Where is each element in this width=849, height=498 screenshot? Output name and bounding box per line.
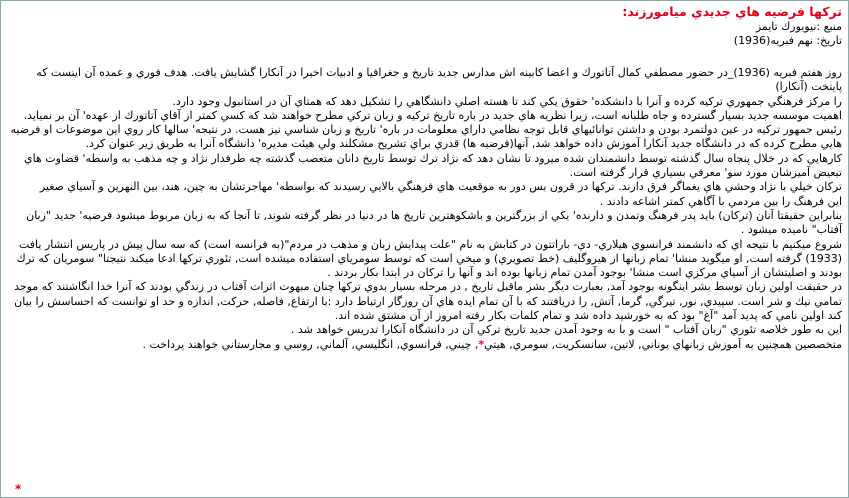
article: [1, 1, 848, 352]
article-date: تاريخ: نهم فبريه(1936): [733, 34, 842, 47]
paragraph-7: اين فرهنگ را بين مردمي با آگاهي كمتر اشاعه دادند .: [599, 194, 842, 208]
paragraph-3: اهميت موسسه جديد بسيار گسترده و جاه طلبانه است، زيرا نظريه هاي جديد در باره تاريخ تركيه و زبان تركي مطرح خواهند شد كه كسي كمتر از آقاي آتاتورك از عهده' آن بر نميايد.: [23, 108, 842, 122]
paragraph-9: شروع ميكنيم با نتيجه اي كه دانشمند فرانسوي هيلاري- دي- باراتتون در كتابش به نام "علت پيدايش زبان و مذهب در مردم"(به فرانسه است) كه سه سال پيش در پاريس انتشار يافت (1933) گرفته است, او ميگويد منشا' تمام زبانها از هيروگليف (خط تصويري) و ميخي است كه توسط سومرياي استفاده ميشده است, تئوري تركها ادعا ميكند نتيجتا" سومريان كه ترك بودند و اصليتشان از آسياي مركزي است منشا' بوجود آمدن تمام زبانها بوده اند و آنها را تركان در ابتدا بكار بردند .: [16, 237, 842, 280]
paragraph-12-head: متخصصين همچنين به آموزش زبانهاي يوناني, لاتين, سانسكريت, سومري, هيتي: [484, 337, 842, 351]
paragraph-11: اين به طور خلاصه تئوري "زبان آفتاب " است و با به وجود آمدن جديد تاريخ تركي آن در دانشگاه آنكارا تدريس خواهد شد .: [290, 323, 842, 337]
article-title: تركها فرضيه هاي جديدي ميامورزند:: [622, 4, 842, 19]
paragraph-5: كارهايي كه در خلال پنجاه سال گذشته توسط دانشمندان شده ميرود تا نشان دهد كه نژاد ترك توسط تاريخ دانان متعصب گذشته چه طرفدار نژاد و چه مذهب به واسطه' قضاوت هاي تبعيض آميزشان مورد سو' معرفي بسياري قرار گرفته است.: [23, 151, 842, 180]
spacer: [7, 48, 842, 66]
paragraph-12: [7, 338, 842, 352]
article-source: منبع :نيويورك تايمز: [755, 20, 842, 33]
paragraph-1: روز هفتم فبريه (1936)_در حضور مصطفي كمال آتاتورك و اعضا كابينه اش مدارس جديد تاريخ و جغرافيا و ادبيات اخيرا در آنكارا گشايش يافت. هدف فوري و عمده آن اينست كه پايتخت (آنكارا): [36, 66, 842, 94]
paragraph-2: را مركز فرهنگي جمهوري تركيه كرده و آنرا با دانشكده' حقوق يكي كند تا هسته اصلي دانشگاهي را تشكيل دهد كه همتاي آن در استانبول وجود دارد.: [172, 94, 842, 108]
paragraph-12-tail: , چيني, فرانسوي, انگليسي, آلماني, روسي و مجارستاني خواهند پرداخت .: [142, 337, 479, 351]
corner-asterisk: *: [15, 482, 22, 496]
paragraph-4: رئيس جمهور تركيه در عين دولتمرد بودن و داشتن توانائيهاي قابل توجه نظامي داراي معلومات در باره' تاريخ و زبان شناسي نيز هست. در نتيجه' سالها كار روي اين موضوعات او فرضيه هايي مطرح كرده كه در دانشگاه جديد آنكارا آموزش داده خواهد شد, آنها(فرضيه ها) قدري براي تشريح مشكلند ولي هيئت مديره' دانشگاه آنرا به طريق زير عنوان كرد.: [10, 123, 842, 151]
red-asterisk: *: [478, 337, 485, 351]
paragraph-6: تركان خيلي با نژاد وحشي هاي يغماگر فرق دارند. تركها در قرون بس دور به موقعيت هاي فرهنگي بالايي رسيدند كه بواسطه' مهاجرتشان به چين، هند، بين النهرين و آسياي صغير: [39, 180, 842, 194]
paragraph-10: در حقيقت اولين زبان توسط بشر اينگونه بوجود آمد, بعبارت ديگر بشر ماقبل تاريخ , در مرحله بسيار بدوي تركها چنان مبهوت اثرات آفتاب در زندگي بودند كه آنرا خدا انگاشتند كه موجد تمامي نيك و شر است. سپيدي, نور, تيرگي, گرما, آتش, را دريافتند كه با آن تمام ايده هاي آن روزگار ارتباط دارد :با ارتفاع, فاصله, حركت, اندازه و حد او توانست كه احساسش را بيان كند اولين نامي كه پديد آمد "آغ" بود كه به خورشيد داده شد و تمام كلمات بكار رفته امروز از آن مشتق شده اند.: [14, 280, 842, 323]
paragraph-8: بنابراين حقيقتا آنان (تركان) بايد پدر فرهنگ وتمدن و دارنده' يكي از بزرگترين و باشكوهترين تاريخ ها در دنيا در نظر گرفته شوند, تا آنجا كه به زبان مربوط ميشود فرضيه' جديد "زبان آفتاب" ناميده ميشود .: [26, 208, 842, 237]
